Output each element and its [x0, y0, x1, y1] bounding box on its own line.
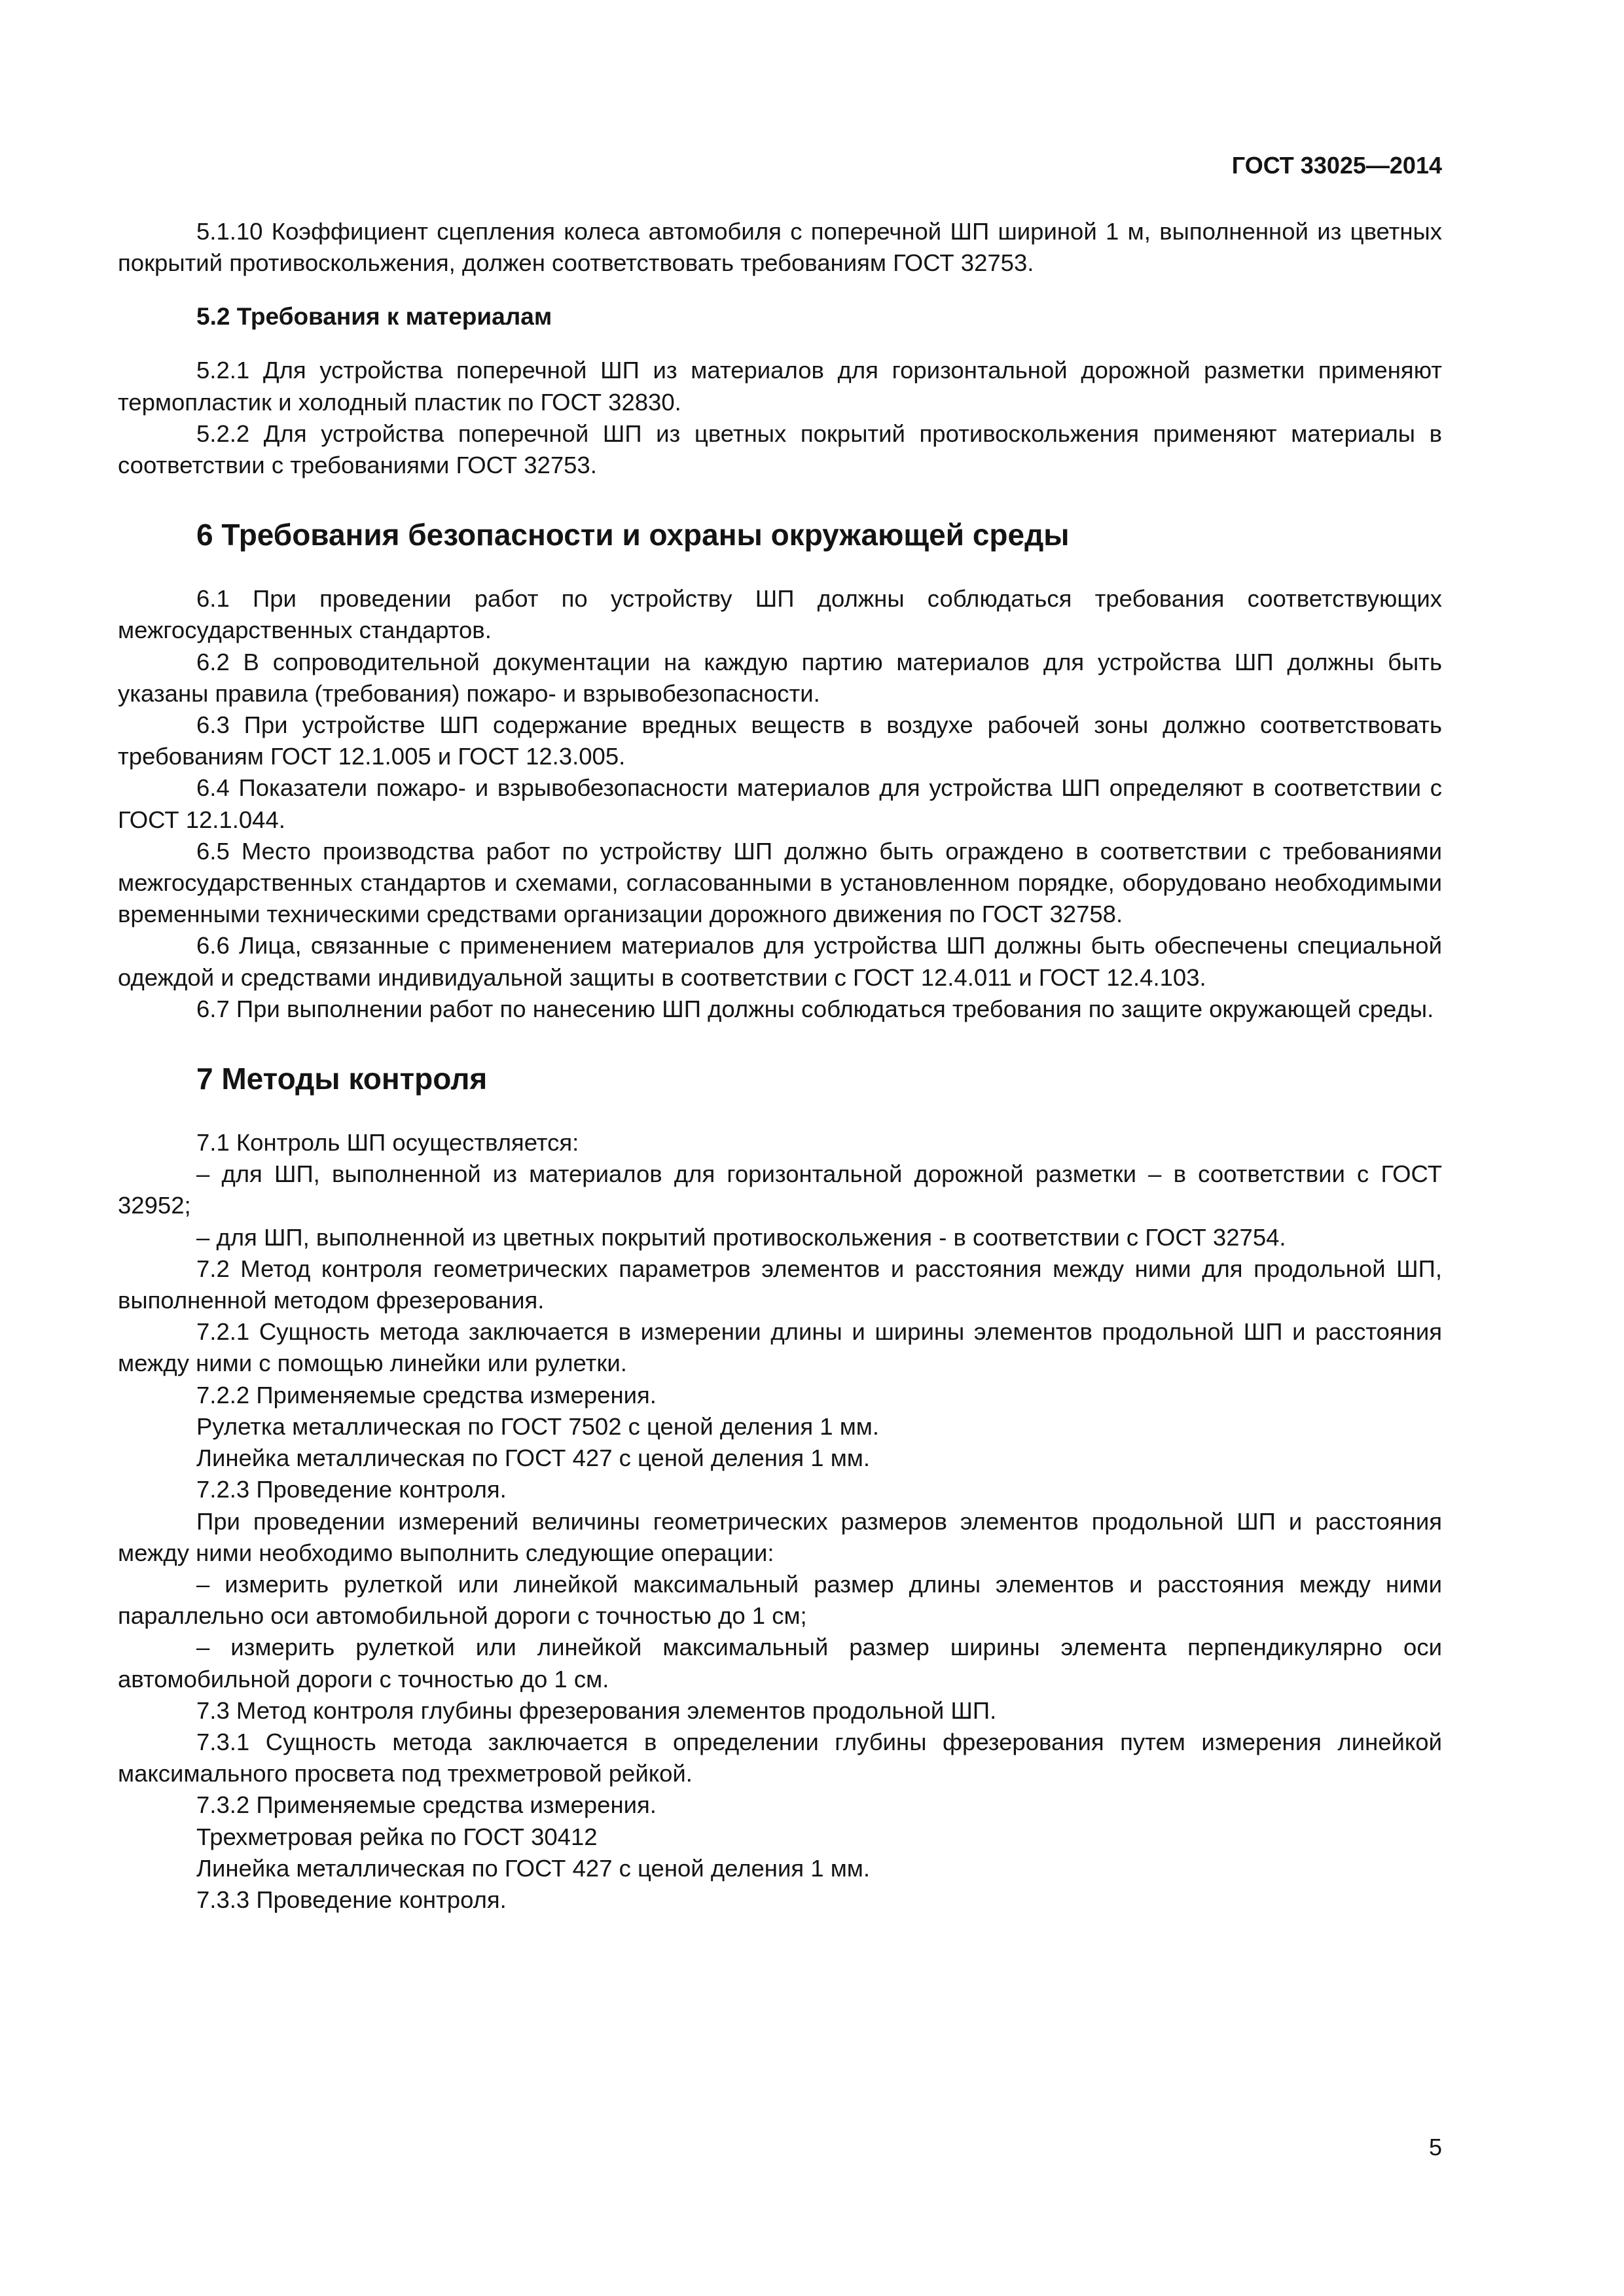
paragraph-7-3-2-b: Линейка металлическая по ГОСТ 427 с ценой деления 1 мм.: [196, 1854, 871, 1882]
list-item-7-2-3-c: – измерить рулеткой или линейкой максимальный размер ширины элемента перпендикулярно оси автомобильной дороги с точностью до 1 см.: [118, 1634, 1442, 1693]
paragraph-5-1-10: 5.1.10 Коэффициент сцепления колеса автомобиля с поперечной ШП шириной 1 м, выполненной из цветных покрытий противоскольжения, должен соответствовать требованиям ГОСТ 32753.: [118, 218, 1442, 277]
list-item-7-1-a: – для ШП, выполненной из материалов для горизонтальной дорожной разметки – в соответствии с ГОСТ 32952;: [118, 1160, 1442, 1219]
document-page: [118, 0, 1442, 2296]
paragraph-7-3: 7.3 Метод контроля глубины фрезерования элементов продольной ШП.: [196, 1696, 997, 1724]
paragraph-6-4: 6.4 Показатели пожаро- и взрывобезопасности материалов для устройства ШП определяют в соответствии с ГОСТ 12.1.044.: [118, 774, 1442, 833]
paragraph-7-2-1: 7.2.1 Сущность метода заключается в измерении длины и ширины элементов продольной ШП и расстояния между ними с помощью линейки или рулетки.: [118, 1318, 1442, 1377]
heading-section-7: 7 Методы контроля: [196, 1062, 488, 1096]
paragraph-6-3: 6.3 При устройстве ШП содержание вредных веществ в воздухе рабочей зоны должно соответствовать требованиям ГОСТ 12.1.005 и ГОСТ 12.3.005.: [118, 711, 1442, 770]
paragraph-6-2: 6.2 В сопроводительной документации на каждую партию материалов для устройства ШП должны быть указаны правила (требования) пожаро- и взрывобезопасности.: [118, 648, 1442, 707]
document-id: ГОСТ 33025—2014: [1231, 152, 1442, 179]
list-item-7-2-3-b: – измерить рулеткой или линейкой максимальный размер длины элементов и расстояния между ними параллельно оси автомобильной дороги с точностью до 1 см;: [118, 1570, 1442, 1630]
paragraph-7-3-2: 7.3.2 Применяемые средства измерения.: [196, 1791, 657, 1819]
paragraph-7-2-3-a: При проведении измерений величины геометрических размеров элементов продольной ШП и расстояния между ними необходимо выполнить следующие операции:: [118, 1507, 1442, 1566]
paragraph-7-3-1: 7.3.1 Сущность метода заключается в определении глубины фрезерования путем измерения линейкой максимального просвета под трехметровой рейкой.: [118, 1728, 1442, 1787]
paragraph-6-6: 6.6 Лица, связанные с применением материалов для устройства ШП должны быть обеспечены специальной одеждой и средствами индивидуальной защиты в соответствии с ГОСТ 12.4.011 и ГОСТ 12.4.103.: [118, 932, 1442, 991]
paragraph-7-2-2-a: Рулетка металлическая по ГОСТ 7502 с ценой деления 1 мм.: [196, 1412, 880, 1440]
paragraph-5-2-1: 5.2.1 Для устройства поперечной ШП из материалов для горизонтальной дорожной разметки применяют термопластик и холодный пластик по ГОСТ 32830.: [118, 357, 1442, 416]
document-body: [118, 216, 1442, 1916]
paragraph-6-7: 6.7 При выполнении работ по нанесению ШП должны соблюдаться требования по защите окружающей среды.: [196, 995, 1434, 1022]
paragraph-7-3-2-a: Трехметровая рейка по ГОСТ 30412: [196, 1823, 598, 1850]
paragraph-6-1: 6.1 При проведении работ по устройству ШП должны соблюдаться требования соответствующих межгосударственных стандартов.: [118, 585, 1442, 644]
paragraph-7-3-3: 7.3.3 Проведение контроля.: [196, 1886, 507, 1913]
paragraph-7-2-2-b: Линейка металлическая по ГОСТ 427 с ценой деления 1 мм.: [196, 1444, 871, 1472]
page-number: 5: [1428, 2134, 1442, 2161]
paragraph-7-1: 7.1 Контроль ШП осуществляется:: [196, 1129, 579, 1157]
paragraph-7-2: 7.2 Метод контроля геометрических параметров элементов и расстояния между ними для продольной ШП, выполненной методом фрезерования.: [118, 1255, 1442, 1314]
heading-section-6: 6 Требования безопасности и охраны окружающей среды: [196, 518, 1070, 552]
list-item-7-1-b: – для ШП, выполненной из цветных покрытий противоскольжения - в соответствии с ГОСТ 32754.: [196, 1223, 1286, 1251]
paragraph-7-2-3: 7.2.3 Проведение контроля.: [196, 1476, 507, 1503]
paragraph-5-2-2: 5.2.2 Для устройства поперечной ШП из цветных покрытий противоскольжения применяют материалы в соответствии с требованиями ГОСТ 32753.: [118, 420, 1442, 479]
heading-5-2: 5.2 Требования к материалам: [196, 303, 552, 331]
paragraph-7-2-2: 7.2.2 Применяемые средства измерения.: [196, 1381, 657, 1408]
paragraph-6-5: 6.5 Место производства работ по устройству ШП должно быть ограждено в соответствии с требованиями межгосударственных стандартов и схемами, согласованными в установленном порядке, оборудовано необходимыми временными техническими средствами организации дорожного движения по ГОСТ 32758.: [118, 837, 1442, 928]
